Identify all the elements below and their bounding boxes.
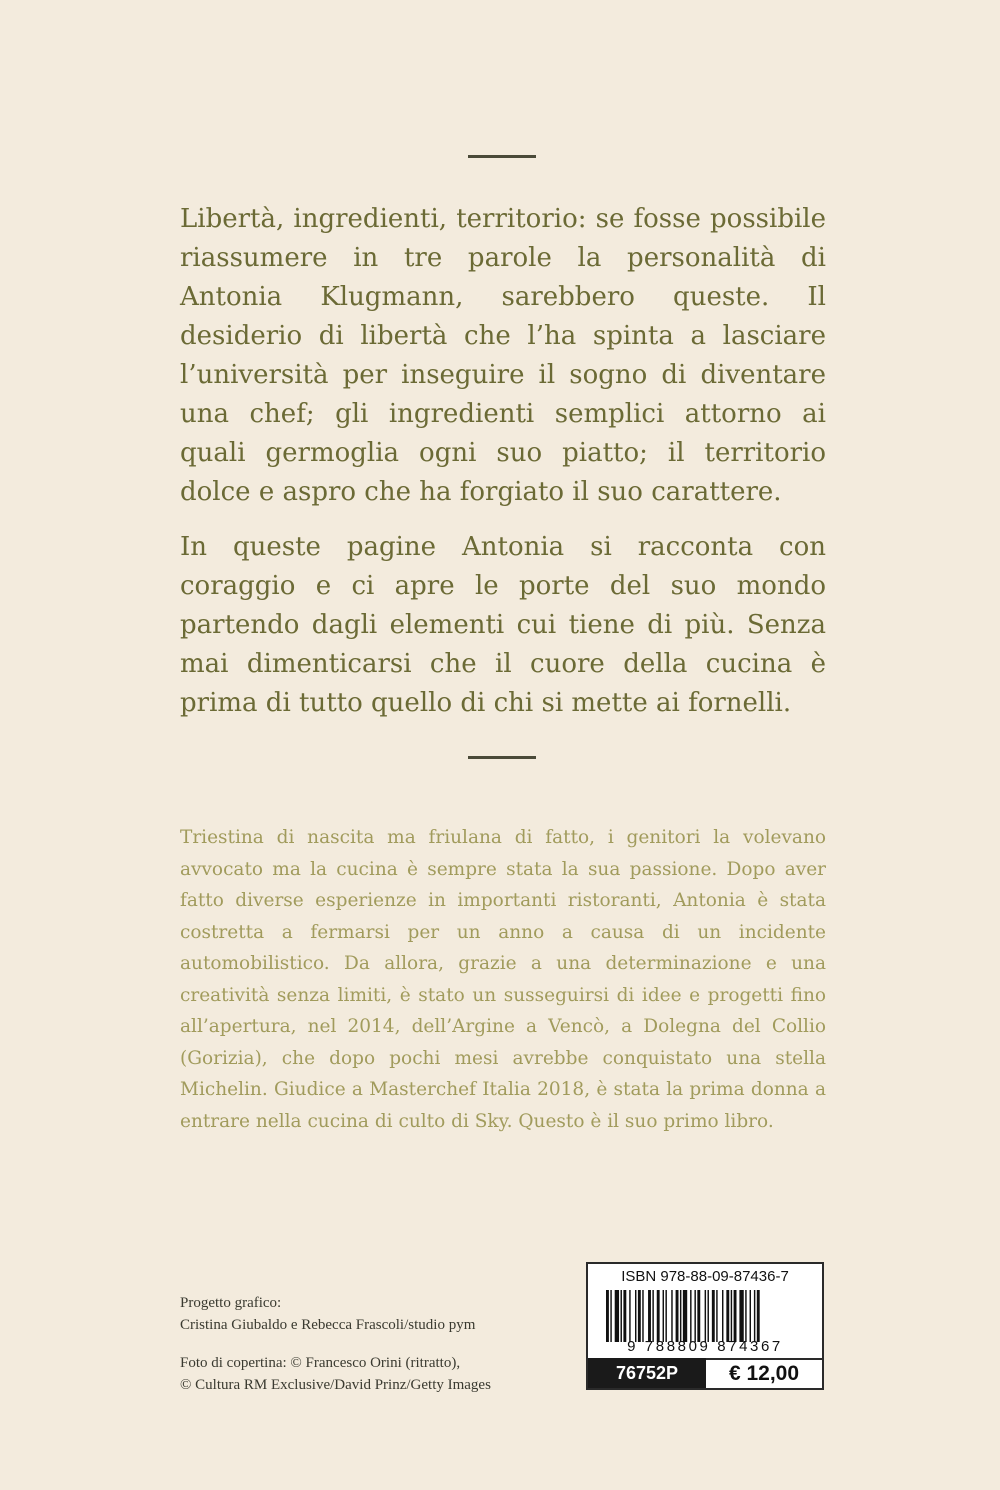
barcode-bar [635,1290,636,1342]
barcode-bar [665,1290,666,1342]
barcode-bar [750,1290,751,1342]
barcode-bar [648,1290,651,1342]
barcode-bar [690,1290,691,1342]
author-bio: Triestina di nascita ma friulana di fatto, i genitori la volevano avvocato ma la cucina è sempre stata la sua passione. Dopo aver fatto diverse esperienze in importanti ristoranti, Antonia è stata costretta a fermarsi per un anno a causa di un incidente automobilistico. Da allora, grazie a una determinazione e una creatività senza limiti, è stato un susseguirsi di idee e progetti fino all’apertura, nel 2014, dell’Argine a Vencò, a Dolegna del Collio (Gorizia), che dopo pochi mesi avrebbe conquistato una stella Michelin. Giudice a Masterchef Italia 2018, è stata la prima donna a entrare nella cucina di culto di Sky. Questo è il suo primo libro. [180,827,826,1132]
barcode-bar [606,1290,609,1342]
barcode-bar [734,1290,737,1342]
barcode-bar [697,1290,700,1342]
barcode-bar [610,1290,611,1342]
barcode-bar [642,1290,643,1342]
photo-credits [180,1352,491,1396]
top-divider [468,155,536,158]
barcode-bar [712,1290,715,1342]
barcode-bar [671,1290,672,1342]
barcode-bar [705,1290,706,1342]
barcode-bar [754,1290,755,1342]
product-code: 76752P [588,1358,706,1388]
barcode-bar [657,1290,660,1342]
barcode-bar [652,1290,653,1342]
barcode-bar [663,1290,664,1342]
barcode-bar [629,1290,630,1342]
barcode-bar [708,1290,709,1342]
barcode-bars [606,1290,806,1342]
price: € 12,00 [706,1358,822,1388]
barcode-bar [683,1290,687,1342]
barcode-bar [739,1290,743,1342]
barcode-bar [623,1290,626,1342]
photo-line-2: © Cultura RM Exclusive/David Prinz/Getty Images [180,1377,491,1393]
barcode-bar [757,1290,760,1342]
barcode-bar [745,1290,746,1342]
barcode-digits: 9 788809 874367 [627,1338,783,1355]
photo-line-1: Foto di copertina: © Francesco Orini (ritratto), [180,1355,461,1371]
barcode-bar [621,1290,622,1342]
barcode-bar [694,1290,695,1342]
barcode-bar [676,1290,679,1342]
barcode-bar [716,1290,717,1342]
barcode-bar [726,1290,729,1342]
barcode-bar [638,1290,641,1342]
barcode-bar [615,1290,619,1342]
blurb-paragraph-2: In queste pagine Antonia si racconta con coraggio e ci apre le porte del suo mondo partendo dagli elementi cui tiene di più. Senza mai dimenticarsi che il cuore della cucina è prima di tutto quello di chi si mette ai fornelli. [180,532,826,718]
design-label: Progetto grafico: [180,1295,282,1311]
design-credits [180,1292,475,1336]
blurb-paragraph-1: Libertà, ingredienti, territorio: se fosse possibile riassumere in tre parole la personalità di Antonia Klugmann, sarebbero queste. Il desiderio di libertà che l’ha spinta a lasciare l’università per inseguire il sogno di diventare una chef; gli ingredienti semplici attorno ai quali germoglia ogni suo piatto; il territorio dolce e aspro che ha forgiato il suo carattere. [180,204,826,507]
design-value: Cristina Giubaldo e Rebecca Frascoli/studio pym [180,1317,476,1333]
barcode-bar [722,1290,723,1342]
barcode-box [586,1262,824,1390]
middle-divider [468,756,536,759]
barcode-bar [731,1290,732,1342]
barcode-bar [680,1290,681,1342]
isbn-text: ISBN 978-88-09-87436-7 [621,1268,789,1285]
